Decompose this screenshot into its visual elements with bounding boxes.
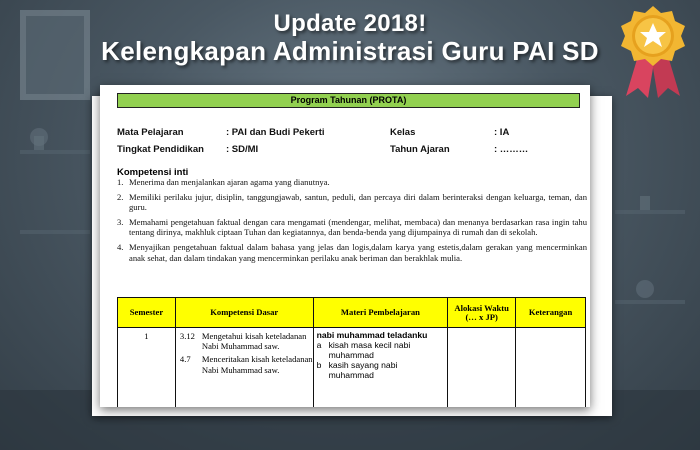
materi-letter: a bbox=[316, 340, 322, 350]
ki-heading: Kompetensi inti bbox=[117, 167, 189, 178]
materi-title: nabi muhammad teladanku bbox=[316, 330, 428, 340]
header-keterangan: Keterangan bbox=[516, 298, 586, 328]
kelas-label: Kelas bbox=[390, 127, 416, 138]
ki-number: 2. bbox=[117, 191, 124, 202]
prota-header: Program Tahunan (PROTA) bbox=[117, 93, 580, 108]
kd-text: Menceritakan kisah keteladanan Nabi Muhammad saw. bbox=[201, 354, 313, 375]
keterangan-cell bbox=[516, 328, 586, 408]
materi-text: kasih sayang nabi muhammad bbox=[328, 360, 398, 380]
background-shelf bbox=[20, 150, 90, 154]
ki-text: Menerima dan menjalankan ajaran agama yang dianutnya. bbox=[129, 177, 330, 187]
tingkat-value: : SD/MI bbox=[226, 144, 259, 155]
header-kompetensi-dasar: Kompetensi Dasar bbox=[175, 298, 313, 328]
kd-item bbox=[176, 354, 313, 374]
background-shelf bbox=[615, 210, 685, 214]
ki-text: Memahami pengetahuan faktual dengan cara mengamati (mendengar, melihat, membaca) dan menanya berdasarkan rasa ingin tahu tentang dirinya, makhluk ciptaan Tuhan dan kegiatannya, dan benda-benda yang dijumpainya di rumah dan di sekolah. bbox=[129, 216, 587, 238]
banner-title-line2: Kelengkapan Administrasi Guru PAI SD bbox=[101, 36, 599, 66]
ki-item bbox=[117, 177, 587, 188]
materi-item bbox=[317, 340, 445, 360]
materi-block bbox=[314, 328, 448, 382]
kd-table bbox=[117, 297, 586, 407]
kelas-value: : IA bbox=[494, 127, 510, 138]
kd-code: 4.7 bbox=[179, 354, 191, 365]
kd-cell bbox=[175, 328, 313, 408]
ki-text: Memiliki perilaku jujur, disiplin, tanggungjawab, santun, peduli, dan percaya diri dalam berinteraksi dengan keluarga, teman, dan guru. bbox=[129, 191, 587, 213]
materi-text: kisah masa kecil nabi muhammad bbox=[328, 340, 411, 360]
background-plant bbox=[636, 280, 654, 298]
ki-list bbox=[117, 177, 587, 267]
background-shelf bbox=[20, 230, 90, 234]
kd-text: Mengetahui kisah keteladanan Nabi Muhammad saw. bbox=[201, 331, 307, 352]
alokasi-cell bbox=[448, 328, 516, 408]
table-row bbox=[118, 328, 586, 408]
banner-title-line1: Update 2018! bbox=[273, 10, 427, 37]
materi-cell bbox=[313, 328, 448, 408]
ki-item bbox=[117, 217, 587, 238]
table-header-row bbox=[118, 298, 586, 328]
document-sheet bbox=[100, 85, 590, 407]
header-materi: Materi Pembelajaran bbox=[313, 298, 448, 328]
ki-number: 3. bbox=[117, 216, 124, 227]
kd-item bbox=[176, 331, 313, 351]
tahun-value: : ……… bbox=[494, 144, 529, 155]
semester-cell: 1 bbox=[118, 328, 176, 408]
mapel-value: : PAI dan Budi Pekerti bbox=[226, 127, 325, 138]
header-semester: Semester bbox=[118, 298, 176, 328]
materi-letter: b bbox=[316, 360, 322, 370]
ki-item bbox=[117, 192, 587, 213]
tingkat-label: Tingkat Pendidikan bbox=[117, 144, 204, 155]
mapel-label: Mata Pelajaran bbox=[117, 127, 184, 138]
ki-number: 1. bbox=[117, 177, 124, 187]
materi-item bbox=[317, 360, 445, 380]
background-shelf bbox=[615, 300, 685, 304]
header-alokasi-waktu: Alokasi Waktu (… x JP) bbox=[448, 298, 516, 328]
tahun-label: Tahun Ajaran bbox=[390, 144, 450, 155]
background-pot bbox=[34, 136, 44, 150]
star-medal-icon bbox=[618, 4, 688, 100]
ki-number: 4. bbox=[117, 241, 124, 252]
kd-code: 3.12 bbox=[179, 331, 195, 341]
ki-item bbox=[117, 242, 587, 263]
background-pot bbox=[640, 196, 650, 210]
ki-text: Menyajikan pengetahuan faktual dalam bahasa yang jelas dan logis,dalam karya yang estetis,dalam gerakan yang mencerminkan anak sehat, dan dalam tindakan yang mencerminkan perilaku anak beriman dan berakhlak mulia. bbox=[129, 241, 587, 263]
